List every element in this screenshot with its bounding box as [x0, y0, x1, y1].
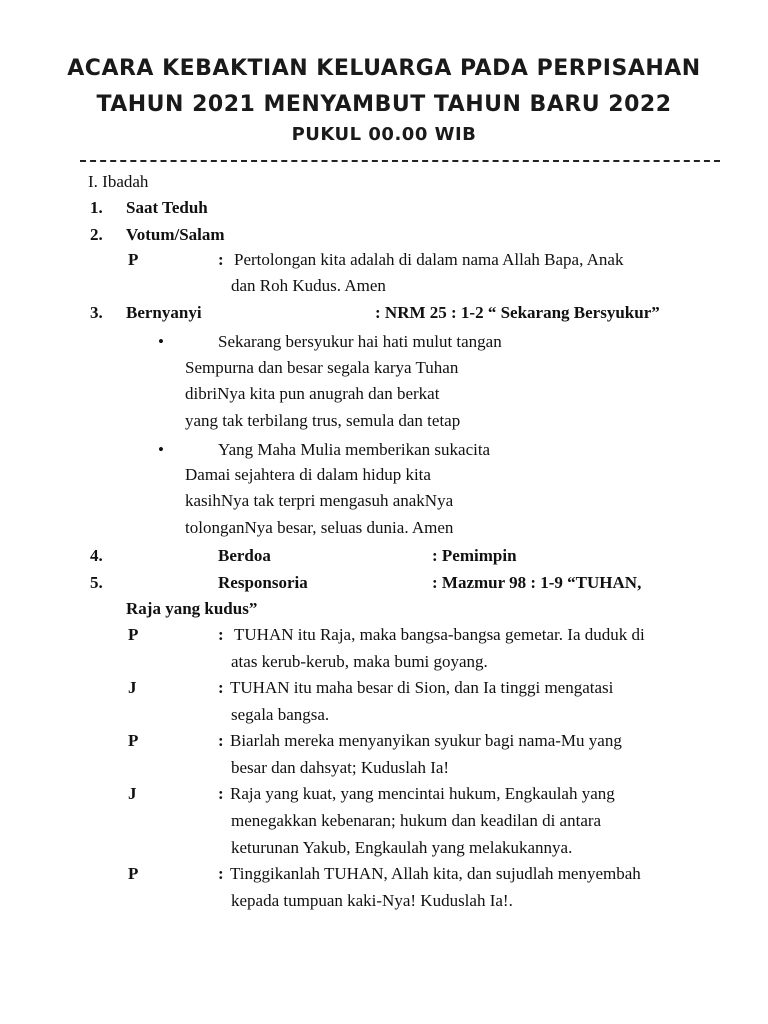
response-line: atas kerub-kerub, maka bumi goyang. — [231, 652, 488, 671]
dashed-divider — [80, 160, 720, 162]
response-line: segala bangsa. — [231, 705, 330, 724]
song-verse-2-line: tolonganNya besar, seluas dunia. Amen — [185, 518, 454, 537]
item-3-label: Bernyanyi — [126, 303, 202, 322]
song-verse-1-line: yang tak terbilang trus, semula dan tetap — [185, 411, 461, 430]
song-bullet-1: • — [158, 332, 164, 351]
item-1-label: Saat Teduh — [126, 198, 208, 217]
response-colon: : — [218, 864, 224, 883]
response-speaker: J — [128, 678, 137, 697]
title-line-2: TAHUN 2021 MENYAMBUT TAHUN BARU 2022 — [96, 92, 672, 117]
response-speaker: P — [128, 864, 139, 883]
response-line: TUHAN itu Raja, maka bangsa-bangsa gemetar. Ia duduk di — [234, 625, 645, 644]
response-line: keturunan Yakub, Engkaulah yang melakukannya. — [231, 838, 573, 857]
section-heading: I. Ibadah — [88, 172, 149, 191]
item-3-number: 3. — [90, 303, 103, 322]
response-line: Tinggikanlah TUHAN, Allah kita, dan sujudlah menyembah — [230, 864, 641, 883]
response-speaker: J — [128, 784, 137, 803]
item-5-label: Responsoria — [218, 573, 308, 592]
item-2-label: Votum/Salam — [126, 225, 225, 244]
item-4-value: : Pemimpin — [432, 546, 517, 565]
votum-colon: : — [218, 250, 224, 269]
item-3-value: : NRM 25 : 1-2 “ Sekarang Bersyukur” — [375, 303, 660, 322]
response-speaker: P — [128, 625, 139, 644]
song-verse-1-line: dibriNya kita pun anugrah dan berkat — [185, 384, 440, 403]
item-1-number: 1. — [90, 198, 103, 217]
title-time: PUKUL 00.00 WIB — [291, 124, 477, 145]
item-5-value: : Mazmur 98 : 1-9 “TUHAN, — [432, 573, 642, 592]
item-5-number: 5. — [90, 573, 103, 592]
song-verse-2-line: Damai sejahtera di dalam hidup kita — [185, 465, 431, 484]
response-colon: : — [218, 784, 224, 803]
song-bullet-2: • — [158, 440, 164, 459]
response-colon: : — [218, 625, 224, 644]
title-line-1: ACARA KEBAKTIAN KELUARGA PADA PERPISAHAN — [67, 56, 701, 81]
votum-line-2: dan Roh Kudus. Amen — [231, 276, 386, 295]
response-line: Raja yang kuat, yang mencintai hukum, Engkaulah yang — [230, 784, 615, 803]
response-speaker: P — [128, 731, 139, 750]
item-5-continuation: Raja yang kudus” — [126, 599, 258, 618]
response-line: menegakkan kebenaran; hukum dan keadilan di antara — [231, 811, 602, 830]
item-4-label: Berdoa — [218, 546, 271, 565]
song-verse-2-line: Yang Maha Mulia memberikan sukacita — [218, 440, 491, 459]
response-line: kepada tumpuan kaki-Nya! Kuduslah Ia!. — [231, 891, 513, 910]
song-verse-1-line: Sekarang bersyukur hai hati mulut tangan — [218, 332, 502, 351]
response-colon: : — [218, 678, 224, 697]
item-2-number: 2. — [90, 225, 103, 244]
song-verse-1-line: Sempurna dan besar segala karya Tuhan — [185, 358, 459, 377]
response-line: Biarlah mereka menyanyikan syukur bagi nama-Mu yang — [230, 731, 622, 750]
item-4-number: 4. — [90, 546, 103, 565]
votum-speaker: P — [128, 250, 139, 269]
response-line: TUHAN itu maha besar di Sion, dan Ia tinggi mengatasi — [230, 678, 614, 697]
response-colon: : — [218, 731, 224, 750]
response-line: besar dan dahsyat; Kuduslah Ia! — [231, 758, 450, 777]
song-verse-2-line: kasihNya tak terpri mengasuh anakNya — [185, 491, 454, 510]
votum-line-1: Pertolongan kita adalah di dalam nama Allah Bapa, Anak — [234, 250, 624, 269]
